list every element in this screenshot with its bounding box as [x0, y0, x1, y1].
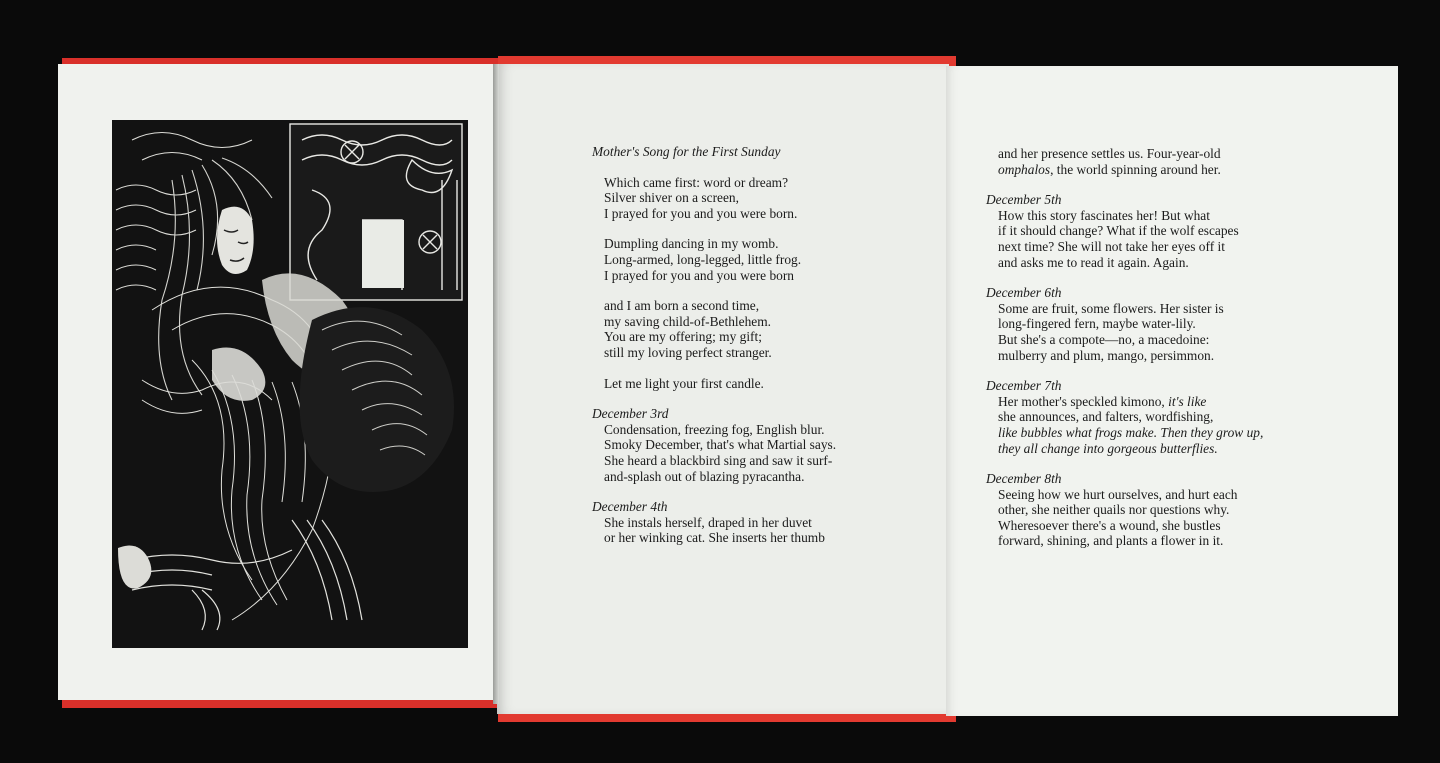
poem-line: Smoky December, that's what Martial says. [604, 437, 837, 453]
poem-line: I prayed for you and you were born [604, 267, 795, 283]
right-page-text [986, 146, 1263, 549]
poem-line: forward, shining, and plants a flower in it. [998, 533, 1224, 549]
entry-heading: December 8th [986, 471, 1062, 487]
poem-line: and-splash out of blazing pyracantha. [604, 468, 805, 484]
poem-line: She instals herself, draped in her duvet [604, 514, 812, 530]
poem-line [986, 394, 1263, 410]
poem-line: Wheresoever there's a wound, she bustles [998, 517, 1221, 533]
poem-line: like bubbles what frogs make. Then they grow up, [998, 424, 1264, 440]
poem-line: But she's a compote—no, a macedoine: [998, 331, 1210, 347]
poem-line: if it should change? What if the wolf escapes [998, 223, 1239, 239]
poem-line: and I am born a second time, [604, 298, 760, 314]
woodcut-illustration [112, 120, 468, 648]
gutter [493, 64, 499, 704]
entry-heading: December 4th [592, 499, 668, 515]
poem-line: Seeing how we hurt ourselves, and hurt each [998, 486, 1238, 502]
italic-phrase: it's like [1168, 393, 1207, 409]
poem-line: Dumpling dancing in my womb. [604, 236, 779, 252]
line-start: Her mother's speckled kimono, [998, 393, 1169, 409]
poem-line: How this story fascinates her! But what [998, 207, 1210, 223]
entry-heading: December 7th [986, 378, 1062, 394]
middle-page-text [592, 144, 836, 546]
poem-line: they all change into gorgeous butterflies. [998, 440, 1218, 456]
poem-line: I prayed for you and you were born. [604, 205, 798, 221]
entry-heading: December 3rd [592, 406, 669, 422]
poem-line: Which came first: word or dream? [604, 174, 789, 190]
poem-line: other, she neither quails nor questions why. [998, 502, 1230, 518]
poem-line: She heard a blackbird sing and saw it surf- [604, 452, 833, 468]
poem-line: still my loving perfect stranger. [604, 344, 772, 360]
poem-line: Some are fruit, some flowers. Her sister is [998, 300, 1224, 316]
poem-line: and asks me to read it again. Again. [998, 254, 1189, 270]
entry-heading: December 5th [986, 192, 1062, 208]
poem-line: Silver shiver on a screen, [604, 190, 739, 206]
poem-line: You are my offering; my gift; [604, 329, 762, 345]
poem-line: Let me light your first candle. [604, 375, 764, 391]
italic-word: omphalos [998, 161, 1051, 177]
entry-heading: December 6th [986, 285, 1062, 301]
poem-line: mulberry and plum, mango, persimmon. [998, 347, 1215, 363]
poem-line: and her presence settles us. Four-year-old [998, 146, 1221, 161]
poem-line: Long-armed, long-legged, little frog. [604, 251, 802, 267]
poem-line: my saving child-of-Bethlehem. [604, 313, 771, 329]
poem-line: Condensation, freezing fog, English blur. [604, 421, 825, 437]
poem-line: or her winking cat. She inserts her thumb [604, 530, 825, 546]
poem-line: she announces, and falters, wordfishing, [998, 409, 1214, 425]
poem-title: Mother's Song for the First Sunday [592, 144, 781, 159]
poem-line: long-fingered fern, maybe water-lily. [998, 316, 1196, 332]
line-rest: , the world spinning around her. [1050, 161, 1221, 177]
poem-line: next time? She will not take her eyes off it [998, 238, 1225, 254]
poem-line [986, 162, 1263, 178]
